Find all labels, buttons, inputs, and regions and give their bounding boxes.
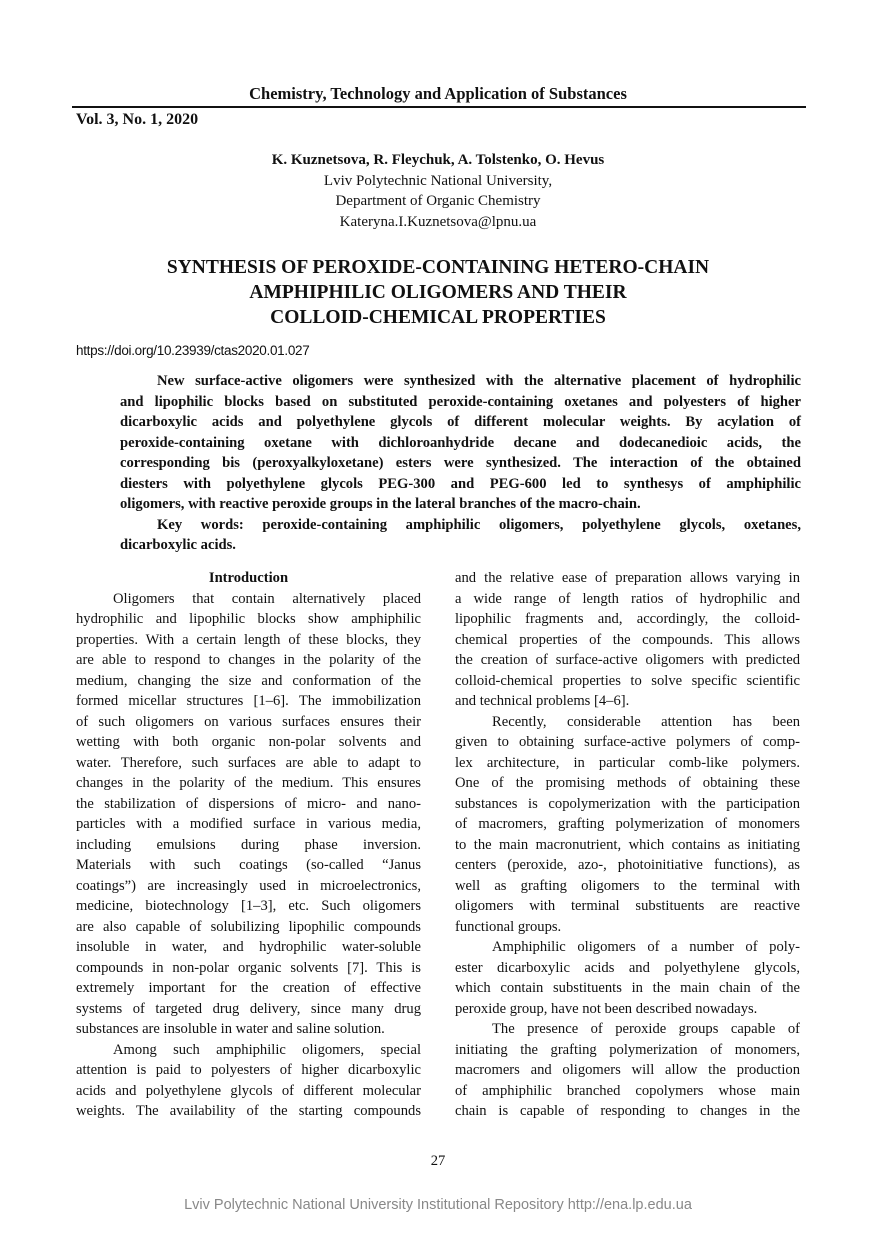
text-line: acids and polyethylene glycols of different molecular [76,1082,421,1099]
text-line: water. Therefore, such surfaces are able to adapt to [76,754,421,771]
text-line: colloid-chemical properties to solve specific scientific [455,672,800,689]
text-line: systems of targeted drug delivery, since many drug [76,1000,421,1017]
text-line: chain is capable of responding to changes in the [455,1103,800,1119]
text-line: initiating the grafting polymerization of monomers, [455,1041,800,1058]
paragraph [120,371,801,515]
journal-title: Chemistry, Technology and Application of Substances [249,84,627,103]
affiliation-department: Department of Organic Chemistry [335,193,541,210]
affiliation-university: Lviv Polytechnic National University, [323,172,553,189]
text-line: the stabilization of dispersions of micro- and nano- [76,795,421,812]
title-line: AMPHIPHILIC OLIGOMERS AND THEIR [249,282,627,303]
text-line: One of the promising methods of obtaining these [455,775,800,791]
text-line: Recently, considerable attention has been [492,713,800,730]
paragraph [76,1040,421,1122]
repository-footer: Lviv Polytechnic National University Institutional Repository http://ena.lp.edu.ua [184,1197,692,1213]
text-line: insoluble in water, and hydrophilic water-soluble [76,939,421,955]
text-line: compounds in non-polar organic solvents [7]. This is [76,959,421,976]
text-line: medicine, biotechnology [1–3], etc. Such oligomers [76,898,421,914]
text-line: and lipophilic blocks based on substituted peroxide-containing oxetanes and polyesters of higher [120,393,801,410]
text-line: substances is copolymerization with the participation [455,795,800,812]
text-line: coatings”) are increasingly used in microelectronics, [76,877,421,894]
text-line: ester dicarboxylic acids and polyethylene glycols, [455,959,800,976]
text-line: Oligomers that contain alternatively placed [113,590,421,607]
text-line: functional groups. [455,918,562,935]
paragraph [455,712,800,938]
text-line: including emulsions during phase inversion. [76,836,421,853]
text-line: Key words: peroxide-containing amphiphilic oligomers, polyethylene glycols, oxetanes, [157,516,801,533]
title-line: SYNTHESIS OF PEROXIDE-CONTAINING HETERO-CHAIN [166,257,710,278]
text-line: of amphiphilic branched copolymers whose main [455,1082,800,1099]
text-line: New surface-active oligomers were synthesized with the alternative placement of hydrophilic [157,373,801,389]
text-line: given to obtaining surface-active polymers of comp- [455,734,800,750]
text-line: extremely important for the creation of effective [76,980,421,996]
text-line: The presence of peroxide groups capable of [492,1021,800,1037]
text-line: corresponding bis (peroxyalkyloxetane) esters were synthesized. The interaction of the obtained [120,455,801,471]
text-line: dicarboxylic acids. [120,537,236,553]
author-email[interactable]: Kateryna.I.Kuznetsova@lpnu.ua [339,214,537,231]
text-line: to the main macronutrient, which contains as initiating [455,836,800,853]
paragraph [455,1019,800,1122]
paragraph [455,568,800,712]
text-line: wetting with both organic non-polar solvents and [76,734,421,750]
text-line: changes in the polarity of the medium. This ensures [76,775,421,791]
author-block [0,150,876,233]
text-line: and technical problems [4–6]. [455,693,630,709]
doi-link[interactable]: https://doi.org/10.23939/ctas2020.01.027 [76,343,310,358]
text-line: of macromers, grafting polymerization of monomers [455,816,800,832]
author-names: K. Kuznetsova, R. Fleychuk, A. Tolstenko, O. Hevus [271,152,605,168]
paragraph [455,937,800,1019]
volume-info: Vol. 3, No. 1, 2020 [76,111,199,128]
text-line: oligomers, with reactive peroxide groups in the lateral branches of the macro-chain. [120,496,641,512]
text-line: chemical properties of the compounds. This allows [455,631,800,648]
text-line: Materials with such coatings (so-called “Janus [76,857,421,873]
text-line: weights. The availability of the starting compounds [76,1103,421,1119]
text-line: macromers and oligomers will allow the production [455,1062,800,1078]
header-rule [72,106,806,108]
text-line: well as grafting oligomers to the terminal with [455,877,800,894]
text-line: hydrophilic and lipophilic blocks show amphiphilic [76,611,421,627]
text-line: peroxide group, have not been described nowadays. [455,1000,758,1017]
text-line: oligomers with terminal substituents are reactive [455,898,800,914]
text-line: the creation of surface-active oligomers with predicted [455,652,800,668]
text-line: particles with a modified surface in various media, [76,816,421,832]
text-line: and the relative ease of preparation allows varying in [455,570,800,586]
text-line: Amphiphilic oligomers of a number of poly- [492,939,800,955]
text-line: centers (peroxide, azo-, photoinitiative functions), as [455,857,800,873]
text-line: properties. With a certain length of these blocks, they [76,631,421,648]
text-line: Among such amphiphilic oligomers, special [113,1041,421,1058]
paragraph [76,589,421,1040]
right-column [455,568,800,1122]
text-line: lex architecture, in particular comb-like polymers. [455,754,800,771]
paragraph [120,515,801,556]
text-line: formed micellar structures [1–6]. The immobilization [76,693,421,709]
section-heading: Introduction [208,570,289,586]
text-line: attention is paid to polyesters of higher dicarboxylic [76,1062,421,1078]
text-line: are also capable of solubilizing lipophilic compounds [76,918,421,935]
text-line: lipophilic fragments and, accordingly, the colloid- [455,611,800,627]
page-number: 27 [430,1153,446,1169]
text-line: medium, changing the size and conformation of the [76,672,421,689]
text-line: are able to respond to changes in the polarity of the [76,652,421,668]
text-line: of such oligomers on various surfaces ensures their [76,713,421,730]
title-line: COLLOID-CHEMICAL PROPERTIES [270,307,606,328]
text-line: diesters with polyethylene glycols PEG-300 and PEG-600 led to synthesys of amphiphilic [120,475,801,492]
paper-title [0,255,876,330]
text-line: dicarboxylic acids and polyethylene glycols of different molecular weights. By acylation of [120,414,801,430]
text-line: substances are insoluble in water and saline solution. [76,1021,385,1037]
text-line: which contain substituents in the main chain of the [455,980,800,996]
text-line: a wide range of length ratios of hydrophilic and [455,590,800,607]
left-column [76,568,421,1122]
abstract [120,371,801,556]
text-line: peroxide-containing oxetane with dichloroanhydride decane and dodecanedioic acids, the [120,434,801,451]
